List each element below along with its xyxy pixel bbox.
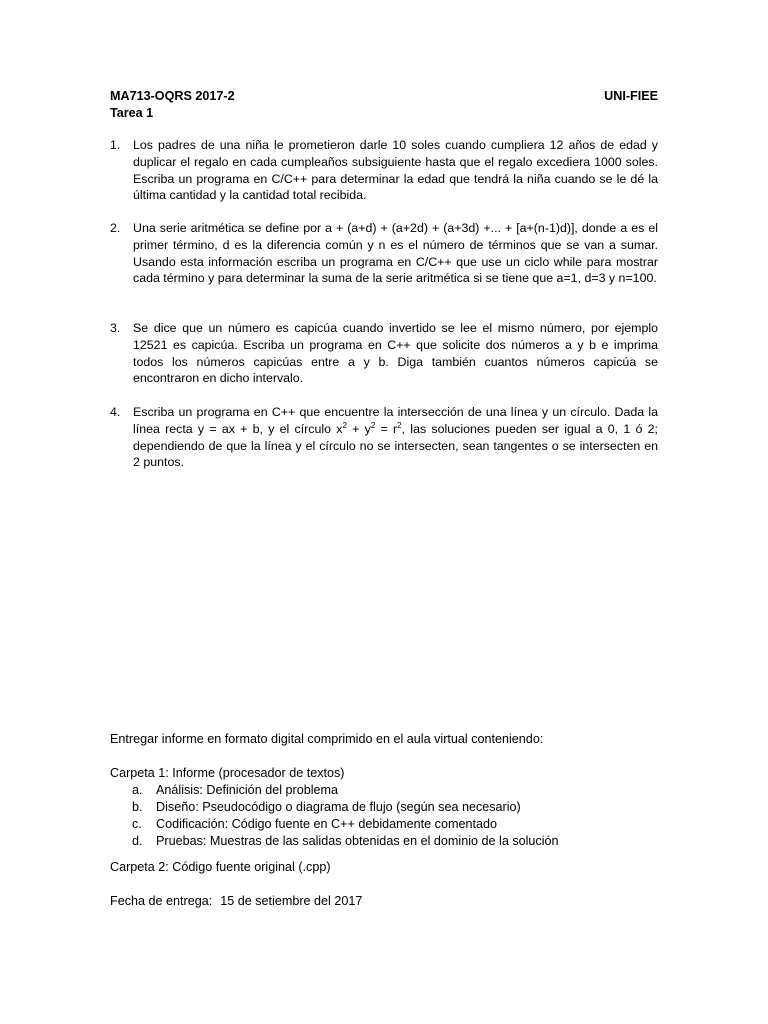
header-row [110,88,658,105]
list-item-letter: d. [132,834,143,848]
question-text-part: + y [346,421,371,436]
list-item-letter: c. [132,817,142,831]
question-3 [110,320,658,387]
question-text [133,404,658,471]
question-text: Una serie aritmética se define por a + (a+d) + (a+2d) + (a+3d) +... + [a+(n-1)d)], donde a es el primer término, d es la diferencia común y n es el número de términos que se van a sumar. Usando esta información escriba un programa en C/C++ que use un ciclo while para mostrar cada término y para determinar la suma de la serie aritmética si se tiene que a=1, d=3 y n=100. [133,221,658,286]
due-date-label: Fecha de entrega: [110,894,213,908]
question-4 [110,404,658,471]
list-item-text: Codificación: Código fuente en C++ debidamente comentado [156,817,497,831]
folder-1-contents [110,782,670,850]
list-item-text: Análisis: Definición del problema [156,783,339,797]
superscript: 2 [397,420,402,430]
list-item-letter: a. [132,783,143,797]
list-item-text: Pruebas: Muestras de las salidas obtenidas en el dominio de la solución [156,834,559,848]
list-item [110,833,670,850]
list-item [110,782,670,799]
course-code: MA713-OQRS 2017-2 [110,89,235,103]
question-1 [110,137,658,204]
assignment-title: Tarea 1 [110,106,154,120]
list-item [110,799,670,816]
question-number: 1. [110,138,121,152]
folder-1-title: Carpeta 1: Informe (procesador de textos) [110,766,345,780]
superscript: 2 [342,420,347,430]
question-text: Se dice que un número es capicúa cuando invertido se lee el mismo número, por ejemplo 12521 es capicúa. Escriba un programa en C++ que solicite dos números a y b e imprima todos los números capicúas entre a y b. Diga también cuantos números capicúa se encontraron en dicho intervalo. [133,321,658,386]
question-number: 2. [110,221,121,235]
folder-2-title: Carpeta 2: Código fuente original (.cpp) [110,860,331,874]
question-2 [110,220,658,287]
delivery-instructions: Entregar informe en formato digital comprimido en el aula virtual conteniendo: [110,732,544,746]
due-date-value: 15 de setiembre del 2017 [220,894,363,908]
list-item-letter: b. [132,800,143,814]
question-number: 4. [110,405,121,419]
question-text: Los padres de una niña le prometieron darle 10 soles cuando cumpliera 12 años de edad y duplicar el regalo en cada cumpleaños subsiguiente hasta que el regalo excediera 1000 soles. Escriba un programa en C/C++ para determinar la edad que tendrá la niña cuando se le dé la última cantidad y la cantidad total recibida. [133,138,658,203]
superscript: 2 [370,420,376,430]
institution: UNI-FIEE [604,89,658,103]
list-item [110,816,670,833]
question-text-part: = r [375,421,398,436]
list-item-text: Diseño: Pseudocódigo o diagrama de flujo (según sea necesario) [156,800,521,814]
question-number: 3. [110,321,121,335]
question-text-part: , las soluciones pueden ser igual a 0, 1 ó 2; dependiendo de que la línea y el círculo no se intersecten, sean tangentes o se intersecten en 2 puntos. [133,421,658,470]
question-text-part: Escriba un programa en C++ que encuentre la intersección de una línea y un círculo. Dada la línea recta y = ax + b, y el círculo x [133,405,658,436]
due-date [110,893,670,910]
